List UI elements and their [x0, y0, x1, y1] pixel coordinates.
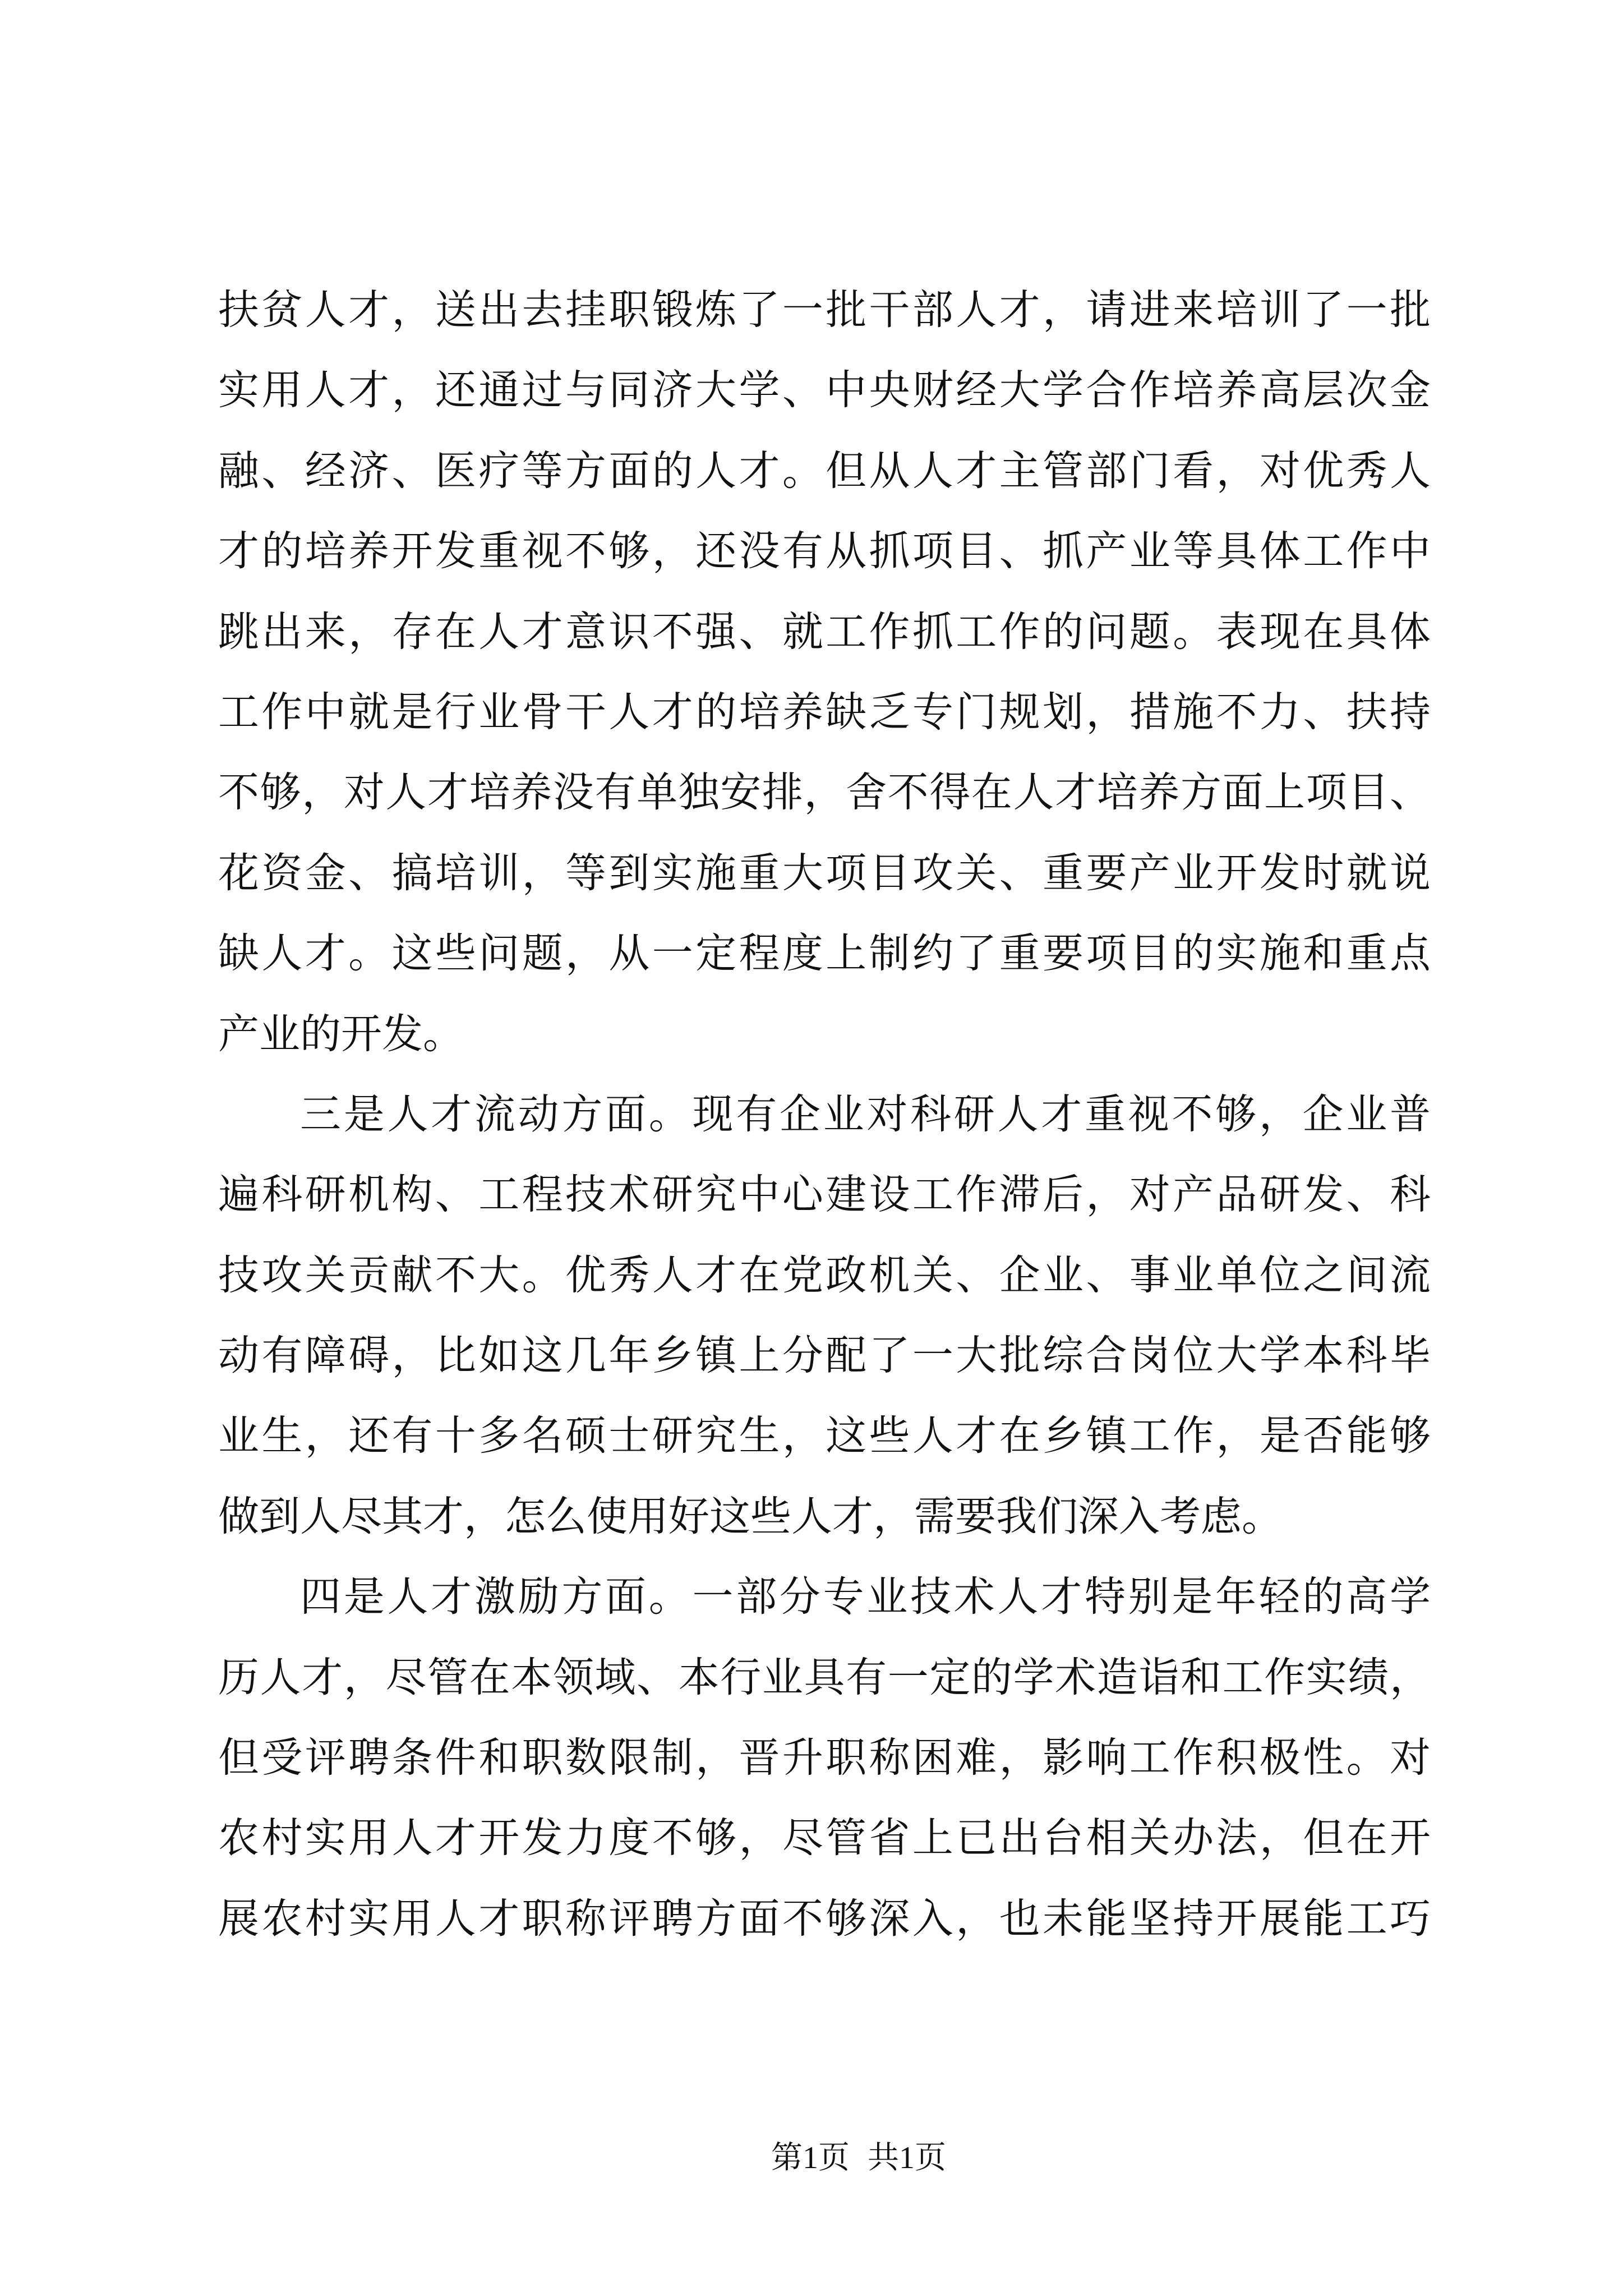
text-line: 扶贫人才，送出去挂职锻炼了一批干部人才，请进来培训了一批	[218, 286, 1431, 334]
paragraph	[218, 270, 1431, 1074]
page-number-footer: 第1页 共1页	[771, 2141, 946, 2175]
text-line: 动有障碍，比如这几年乡镇上分配了一大批综合岗位大学本科毕	[218, 1332, 1431, 1380]
text-line: 花资金、搞培训，等到实施重大项目攻关、重要产业开发时就说	[218, 849, 1431, 897]
text-line: 展农村实用人才职称评聘方面不够深入，也未能坚持开展能工巧	[218, 1894, 1431, 1943]
text-line: 实用人才，还通过与同济大学、中央财经大学合作培养高层次金	[218, 366, 1431, 415]
text-line: 产业的开发。	[218, 1010, 464, 1058]
text-line: 技攻关贡献不大。优秀人才在党政机关、企业、事业单位之间流	[218, 1251, 1431, 1299]
text-line: 农村实用人才开发力度不够，尽管省上已出台相关办法，但在开	[218, 1814, 1431, 1862]
paragraph	[218, 1074, 1431, 1557]
text-line: 缺人才。这些问题，从一定程度上制约了重要项目的实施和重点	[218, 930, 1431, 978]
text-line: 三是人才流动方面。现有企业对科研人才重视不够，企业普	[300, 1090, 1431, 1138]
text-line: 融、经济、医疗等方面的人才。但从人才主管部门看，对优秀人	[218, 447, 1431, 495]
text-line: 四是人才激励方面。一部分专业技术人才特别是年轻的高学	[300, 1573, 1431, 1621]
text-line: 业生，还有十多名硕士研究生，这些人才在乡镇工作，是否能够	[218, 1412, 1431, 1460]
body-text	[218, 270, 1431, 1959]
text-line: 历人才，尽管在本领域、本行业具有一定的学术造诣和工作实绩，	[218, 1653, 1431, 1701]
text-line: 遍科研机构、工程技术研究中心建设工作滞后，对产品研发、科	[218, 1171, 1431, 1219]
text-line: 工作中就是行业骨干人才的培养缺乏专门规划，措施不力、扶持	[218, 688, 1431, 736]
paragraph	[218, 1557, 1431, 1959]
text-line: 跳出来，存在人才意识不强、就工作抓工作的问题。表现在具体	[218, 608, 1431, 656]
text-line: 才的培养开发重视不够，还没有从抓项目、抓产业等具体工作中	[218, 527, 1431, 576]
text-line: 做到人尽其才，怎么使用好这些人才，需要我们深入考虑。	[218, 1492, 1283, 1540]
text-line: 不够，对人才培养没有单独安排，舍不得在人才培养方面上项目、	[218, 769, 1431, 817]
text-line: 但受评聘条件和职数限制，晋升职称困难，影响工作积极性。对	[218, 1734, 1431, 1782]
